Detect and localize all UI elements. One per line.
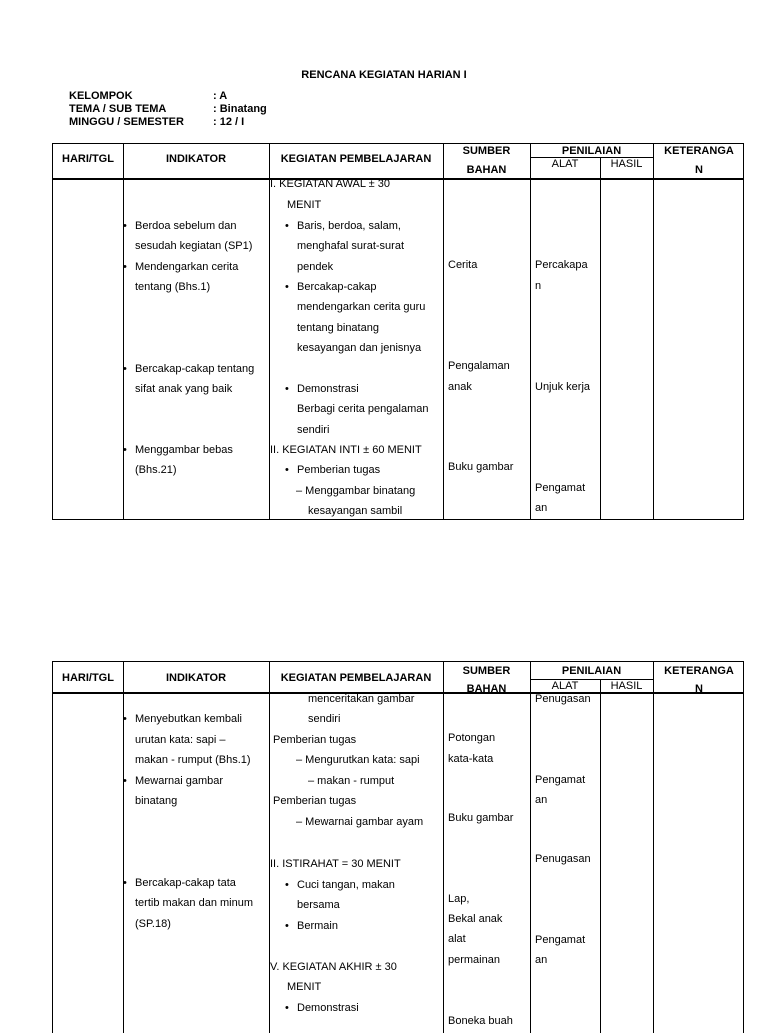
sumber-line: anak [448,381,472,393]
header-hasil: HASIL [610,158,643,170]
kegiatan-line: menghafal surat-surat [297,240,404,252]
sumber-line: Pengalaman [448,360,510,372]
page-title: RENCANA KEGIATAN HARIAN I [301,69,467,81]
alat-line: Pengamat [535,482,586,494]
alat-line: Pengamat [535,934,586,946]
kegiatan-line: mendengarkan cerita guru [297,301,426,313]
kegiatan-line: menceritakan gambar [308,693,415,705]
alat-line: Pengamat [535,774,586,786]
kegiatan-heading: Pemberian tugas [273,795,357,807]
header-bahan: BAHAN [466,164,507,176]
indikator-line: binatang [135,795,178,807]
alat-line: n [535,280,542,292]
header-bahan: BAHAN [466,683,507,695]
plan-meta [69,90,267,129]
kegiatan-heading: II. ISTIRAHAT = 30 MENIT [270,858,401,870]
sumber-line: kata-kata [448,753,494,765]
kegiatan-item: • Pemberian tugas [297,460,380,480]
alat-line: Penugasan [535,693,591,705]
header-hari: HARI/TGL [62,672,114,684]
kegiatan-item: • Cuci tangan, makan [297,875,395,895]
kegiatan-item: • Bercakap-cakap [297,277,377,297]
kegiatan-line: tentang binatang [297,322,379,334]
header-hasil: HASIL [610,680,643,692]
sumber-line: Potongan [448,732,496,744]
meta-value: : A [213,90,228,102]
meta-label: KELOMPOK [69,90,133,102]
kegiatan-line: kesayangan sambil [308,505,403,517]
indikator-item: • Berdoa sebelum dan [135,216,237,236]
kegiatan-item: • Demonstrasi [297,379,359,399]
kegiatan-line: bersama [297,899,340,911]
kegiatan-line: MENIT [287,981,322,993]
meta-label: TEMA / SUB TEMA [69,103,167,115]
meta-row-minggu [69,116,267,129]
kegiatan-line: – Mengurutkan kata: sapi [296,754,420,766]
header-kegiatan: KEGIATAN PEMBELAJARAN [280,672,432,684]
indikator-line: urutan kata: sapi – [135,734,226,746]
kegiatan-heading: II. KEGIATAN INTI ± 60 MENIT [270,444,422,456]
header-sumber: SUMBER [462,145,511,157]
sumber-line: Lap, [448,893,470,905]
sumber-line: Buku gambar [448,812,514,824]
header-hari: HARI/TGL [62,153,114,165]
kegiatan-item: • Bermain [297,916,338,936]
indikator-line: sesudah kegiatan (SP1) [135,240,253,252]
header-keterangan-end: N [695,164,703,176]
indikator-line: sifat anak yang baik [135,383,233,395]
kegiatan-heading: Pemberian tugas [273,734,357,746]
kegiatan-line: Berbagi cerita pengalaman [297,403,429,415]
kegiatan-line: – Menggambar binatang [296,485,416,497]
indikator-item: • Bercakap-cakap tentang [135,359,254,379]
activity-table-1 [52,143,744,520]
indikator-item: • Menyebutkan kembali [135,709,242,729]
header-alat: ALAT [551,158,579,170]
alat-line: an [535,502,548,514]
kegiatan-line: – Mewarnai gambar ayam [296,816,424,828]
meta-label: MINGGU / SEMESTER [69,116,184,128]
indikator-line: (SP.18) [135,918,171,930]
header-keterangan-end: N [695,683,703,695]
sumber-line: alat [448,933,466,945]
alat-line: Percakapa [535,259,588,271]
kegiatan-heading: V. KEGIATAN AKHIR ± 30 [270,961,397,973]
kegiatan-line: MENIT [287,199,322,211]
kegiatan-line: kesayangan dan jenisnya [297,342,422,354]
alat-line: an [535,794,548,806]
sumber-line: Buku gambar [448,461,514,473]
indikator-line: (Bhs.21) [135,464,177,476]
header-alat: ALAT [551,680,579,692]
header-penilaian: PENILAIAN [561,145,622,157]
header-sumber: SUMBER [462,665,511,677]
indikator-line: tertib makan dan minum [135,897,253,909]
indikator-item: • Mewarnai gambar [135,771,223,791]
alat-line: Penugasan [535,853,591,865]
meta-row-kelompok [69,90,267,103]
activity-table-2 [52,661,744,1033]
kegiatan-line: sendiri [308,713,341,725]
indikator-item: • Bercakap-cakap tata [135,873,236,893]
header-keterangan: KETERANGA [664,665,734,677]
alat-line: an [535,954,548,966]
indikator-line: tentang (Bhs.1) [135,281,211,293]
alat-line: Unjuk kerja [535,381,591,393]
header-keterangan: KETERANGA [664,145,734,157]
meta-row-tema [69,103,267,116]
indikator-item: • Menggambar bebas [135,440,233,460]
kegiatan-line: sendiri [297,424,330,436]
sumber-line: Boneka buah [448,1015,513,1027]
sumber-line: Bekal anak [448,913,503,925]
sumber-line: Cerita [448,259,478,271]
kegiatan-line: – makan - rumput [308,775,395,787]
meta-value: : Binatang [213,103,267,115]
header-kegiatan: KEGIATAN PEMBELAJARAN [280,153,432,165]
header-indikator: INDIKATOR [165,153,227,165]
kegiatan-item: • Baris, berdoa, salam, [297,216,401,236]
indikator-item: • Mendengarkan cerita [135,257,238,277]
sumber-line: permainan [448,954,500,966]
kegiatan-heading: I. KEGIATAN AWAL ± 30 [270,178,390,190]
header-penilaian: PENILAIAN [561,665,622,677]
meta-value: : 12 / I [213,116,245,128]
indikator-line: makan - rumput (Bhs.1) [135,754,251,766]
kegiatan-line: pendek [297,261,334,273]
header-indikator: INDIKATOR [165,672,227,684]
kegiatan-item: • Demonstrasi [297,998,359,1018]
